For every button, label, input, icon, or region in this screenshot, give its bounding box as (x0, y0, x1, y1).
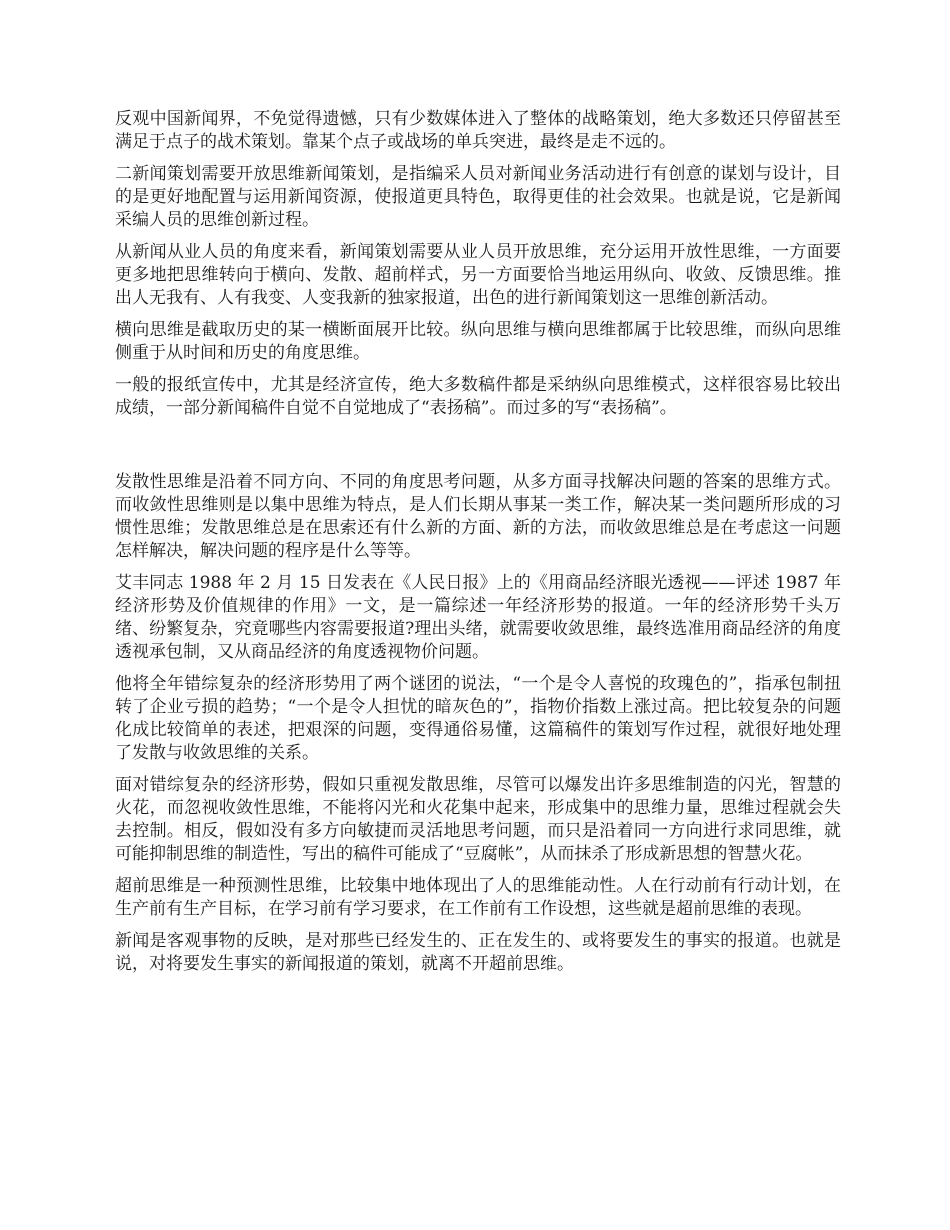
paragraph: 横向思维是截取历史的某一横断面展开比较。纵向思维与横向思维都属于比较思维，而纵向思维侧重于从时间和历史的角度思维。 (115, 320, 841, 363)
paragraph: 反观中国新闻界，不免觉得遗憾，只有少数媒体进入了整体的战略策划，绝大多数还只停留甚至满足于点子的战术策划。靠某个点子或战场的单兵突进，最终是走不远的。 (115, 109, 841, 152)
paragraph: 二新闻策划需要开放思维新闻策划，是指编采人员对新闻业务活动进行有创意的谋划与设计，目的是更好地配置与运用新闻资源，使报道更具特色，取得更佳的社会效果。也就是说，它是新闻采编人员的思维创新过程。 (115, 164, 841, 230)
paragraph: 超前思维是一种预测性思维，比较集中地体现出了人的思维能动性。人在行动前有行动计划，在生产前有生产目标，在学习前有学习要求，在工作前有工作设想，这些就是超前思维的表现。 (115, 876, 841, 919)
paragraph: 面对错综复杂的经济形势，假如只重视发散思维，尽管可以爆发出许多思维制造的闪光，智慧的火花，而忽视收敛性思维，不能将闪光和火花集中起来，形成集中的思维力量，思维过程就会失去控制。相反，假如没有多方向敏捷而灵活地思考问题，而只是沿着同一方向进行求同思维，就可能抑制思维的制造性，写出的稿件可能成了“豆腐帐”，从而抹杀了形成新思想的智慧火花。 (115, 775, 841, 864)
section-spacer (115, 429, 841, 471)
paragraph: 从新闻从业人员的角度来看，新闻策划需要从业人员开放思维，充分运用开放性思维，一方面要更多地把思维转向于横向、发散、超前样式，另一方面要恰当地运用纵向、收敛、反馈思维。推出人无我有、人有我变、人变我新的独家报道，出色的进行新闻策划这一思维创新活动。 (115, 242, 841, 308)
paragraph: 发散性思维是沿着不同方向、不同的角度思考问题，从多方面寻找解决问题的答案的思维方式。而收敛性思维则是以集中思维为特点，是人们长期从事某一类工作，解决某一类问题所形成的习惯性思维；发散思维总是在思索还有什么新的方面、新的方法，而收敛思维总是在考虑这一问题怎样解决，解决问题的程序是什么等等。 (115, 472, 841, 561)
paragraph: 艾丰同志 1988 年 2 月 15 日发表在《人民日报》上的《用商品经济眼光透视——评述 1987 年经济形势及价值规律的作用》一文，是一篇综述一年经济形势的报道。一年的经济形势千头万绪、纷繁复杂，究竟哪些内容需要报道?理出头绪，就需要收敛思维，最终选准用商品经济的角度透视承包制，又从商品经济的角度透视物价问题。 (115, 573, 841, 662)
paragraph: 新闻是客观事物的反映，是对那些已经发生的、正在发生的、或将要发生的事实的报道。也就是说，对将要发生事实的新闻报道的策划，就离不开超前思维。 (115, 931, 841, 974)
paragraph: 一般的报纸宣传中，尤其是经济宣传，绝大多数稿件都是采纳纵向思维模式，这样很容易比较出成绩，一部分新闻稿件自觉不自觉地成了“表扬稿”。而过多的写“表扬稿”。 (115, 375, 841, 418)
document-page (115, 108, 841, 985)
paragraph: 他将全年错综复杂的经济形势用了两个谜团的说法，“一个是令人喜悦的玫瑰色的”，指承包制扭转了企业亏损的趋势；“一个是令人担忧的暗灰色的”，指物价指数上涨过高。把比较复杂的问题化成比较简单的表述，把艰深的问题，变得通俗易懂，这篇稿件的策划写作过程，就很好地处理了发散与收敛思维的关系。 (115, 674, 841, 763)
